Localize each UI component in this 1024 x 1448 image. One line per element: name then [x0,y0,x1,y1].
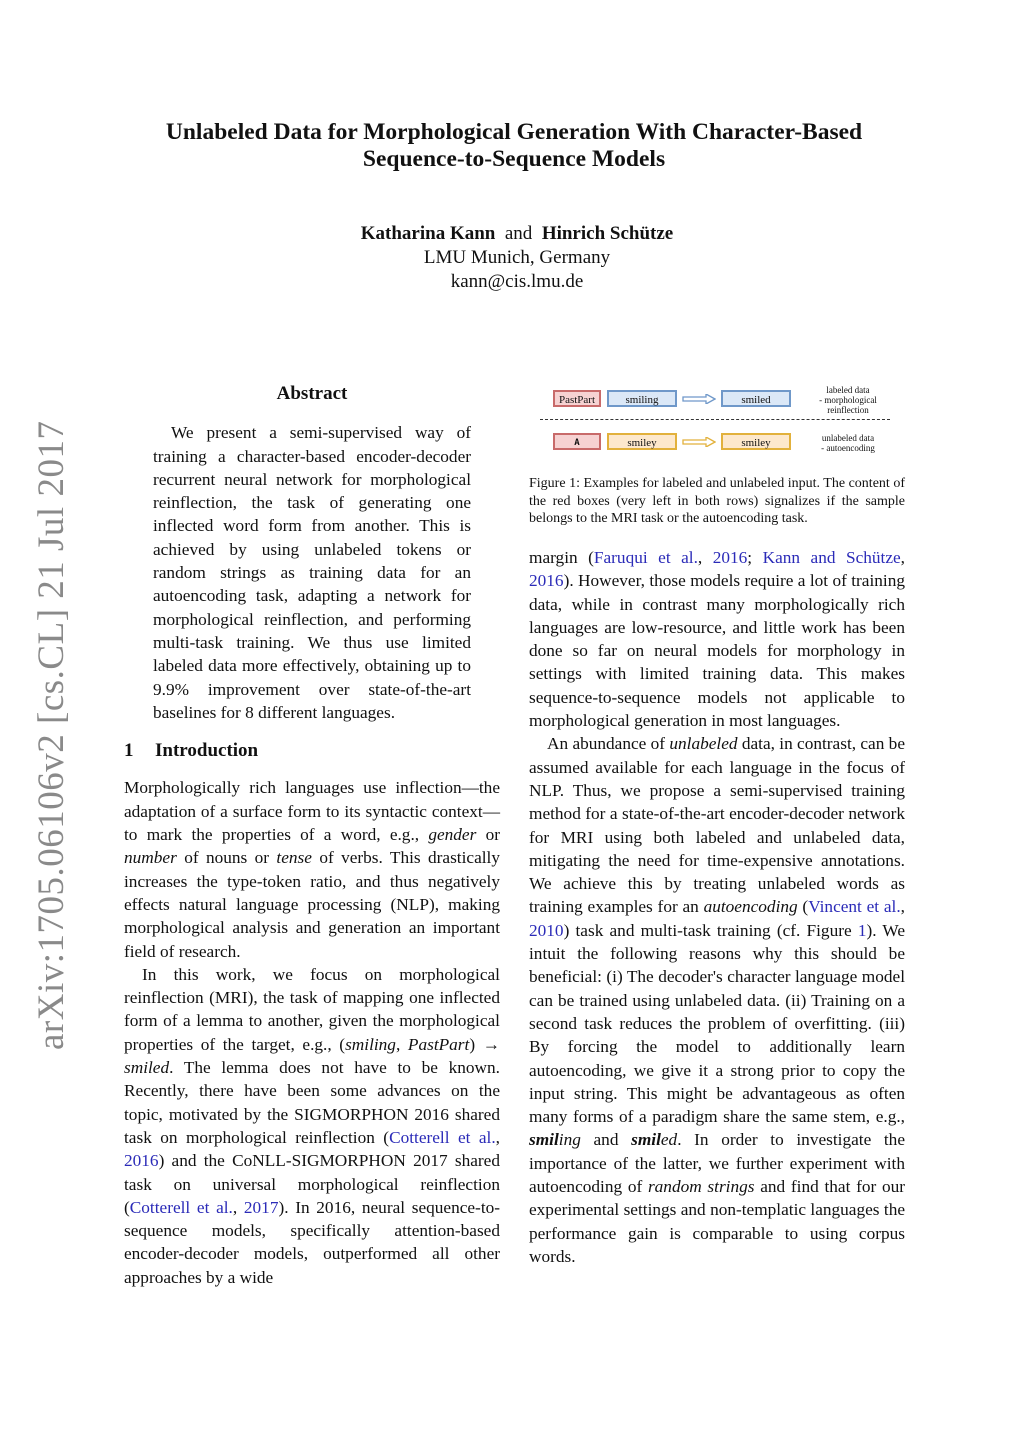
citation-link[interactable]: Cotterell et al. [389,1127,496,1147]
text-span: and [580,1130,632,1150]
text-span: ). However, those models require a lot of training data, while in contrast many morphologically rich languages are low-resource, and little work has been done so far on neural models for morphology in settings with limited training data. This makes sequence-to-sequence models not applicable to morphological generation in most languages. [529,571,905,731]
citation-link[interactable]: Cotterell et al. [129,1197,233,1217]
citation-link[interactable]: 2017 [243,1197,279,1217]
affiliation: LMU Munich, Germany [423,247,611,268]
text-span: . The lemma does not have to be known. Recently, there have been some advances on the topic, motivated by the SIGMORPHON 2016 shared task on morphological reinflection ( [124,1058,500,1147]
text-span: In this work, we focus on morphological reinflection (MRI), the task of mapping one inflected form of a lemma to another, given the morphological properties of the target, e.g., ( [124,964,500,1054]
author-and: and [504,223,533,244]
text-span: random strings [647,1177,755,1197]
citation-link[interactable]: 2010 [529,920,564,940]
section-heading [124,739,500,762]
text-span: smiled [124,1058,170,1078]
text-span: , [900,548,905,567]
text-span: ). In 2016, neural sequence-to-sequence models, specifically attention-based encoder-decoder models, outperformed all other approaches by a wide [124,1197,501,1287]
text-span: ) → [469,1034,500,1054]
citation-link[interactable]: Faruqui et al. [593,548,698,567]
right-body [529,546,905,1268]
citation-link[interactable]: Vincent et al. [808,897,901,917]
text-span: margin ( [529,548,594,567]
paper-title [0,119,1024,173]
text-span: ing [558,1130,581,1150]
text-span: Morphologically rich languages use inflection—the adaptation of a surface form to its syntactic context—to mark the properties of a word, e.g., [124,778,500,845]
right-column [529,546,905,1268]
title-line-1: Unlabeled Data for Morphological Generation With Character-Based [165,119,863,145]
paragraph [124,963,500,1289]
arrow-icon [682,437,716,447]
citation-link[interactable]: Kann and Schütze [762,548,901,567]
arrow-icon [682,394,716,404]
arxiv-stamp[interactable]: arXiv:1705.06106v2 [cs.CL] 21 Jul 2017 [31,420,72,1050]
text-span: smiling [345,1034,396,1054]
text-span: , [900,897,905,917]
divider [540,419,890,420]
title-line-2: Sequence-to-Sequence Models [362,146,666,172]
text-span: smil [631,1130,661,1150]
email[interactable]: kann@cis.lmu.de [450,271,584,292]
text-span: PastPart [407,1034,470,1054]
author-2: Hinrich Schütze [541,223,674,244]
citation-link[interactable]: 2016 [712,548,748,567]
task-tag-box: PastPart [553,390,601,407]
text-span: smil [529,1130,559,1150]
text-span: or [476,825,500,845]
text-span: unlabeled [669,734,738,754]
text-span: gender [428,825,477,845]
text-span: , [697,548,713,567]
text-span: ; [747,548,763,567]
text-span: An abundance of [547,734,670,754]
author-block [0,222,1024,294]
text-span: ( [797,897,809,917]
input-box: smiling [607,390,677,407]
text-span: autoencoding [703,897,798,917]
section-title: Introduction [155,740,259,762]
figure-1 [540,383,910,458]
text-span: , [232,1197,244,1217]
text-span: of verbs. This drastically increases the type-token ratio, and thus negatively effects natural language processing (NLP), making morphological analysis and generation an important field of research. [124,848,500,961]
section-number: 1 [124,740,134,762]
text-span: of nouns or [176,848,277,868]
paragraph [529,546,905,732]
text-span: ed [660,1130,678,1150]
task-tag-box: A [553,433,601,450]
text-span: ) task and multi-task training (cf. Figure [563,920,858,940]
author-1: Katharina Kann [360,223,496,244]
text-span: ) and the CoNLL-SIGMORPHON 2017 shared task on universal morphological reinflection ( [124,1151,500,1217]
left-column [124,382,500,1289]
paragraph [529,732,905,1268]
text-span: number [124,848,177,868]
paragraph [124,776,500,962]
text-span: , [395,1034,408,1054]
text-span: data, in contrast, can be assumed available for each language in the focus of NLP. Thus, we propose a semi-supervised training method for a state-of-the-art encoder-decoder network for MRI using both labeled and unlabeled data, mitigating the need for time-expensive annotations. We achieve this by treating unlabeled words as training examples for an [529,734,905,917]
citation-link[interactable]: 2016 [124,1151,159,1171]
output-box: smiled [721,390,791,407]
text-span: and find that for our experimental settings and non-templatic languages the performance gain is comparable to using corpus words. [529,1177,905,1266]
abstract-text: We present a semi-supervised way of training a character-based encoder-decoder recurrent neural network for morphological reinflection, the task of generating one inflected word form from another. This is achieved by using unlabeled tokens or random strings as training data for an autoencoding task, adapting a network for morphological reinflection, and performing multi-task training. We thus use limited labeled data more effectively, obtaining up to 9.9% improvement over state-of-the-art baselines for 8 different languages. [153,423,471,722]
text-span: ). We intuit the following reasons why this should be beneficial: (i) The decoder's character language model can be trained using unlabeled data. (ii) Training on a second task reduces the problem of overfitting. (iii) By forcing the model to additionally learn autoencoding, we give it a strong prior to copy the input string. This might be advantageous as often many forms of a paradigm share the same stem, e.g., [529,920,905,1127]
row-label: unlabeled data - autoencoding [821,433,875,453]
citation-link[interactable]: 1 [857,920,867,940]
abstract-heading: Abstract [276,383,348,404]
input-box: smiley [607,433,677,450]
citation-link[interactable]: 2016 [529,571,564,591]
row-label: labeled data - morphological reinflection [819,385,877,415]
text-span: tense [276,848,312,868]
text-span: . In order to investigate the importance of the latter, we further experiment with autoencoding of [529,1130,905,1197]
figure-caption: Figure 1: Examples for labeled and unlabeled input. The content of the red boxes (very left in both rows) signalizes if the sample belongs to the MRI task or the autoencoding task. [529,476,905,526]
output-box: smiley [721,433,791,450]
text-span: , [495,1127,500,1147]
left-body [124,776,500,1289]
